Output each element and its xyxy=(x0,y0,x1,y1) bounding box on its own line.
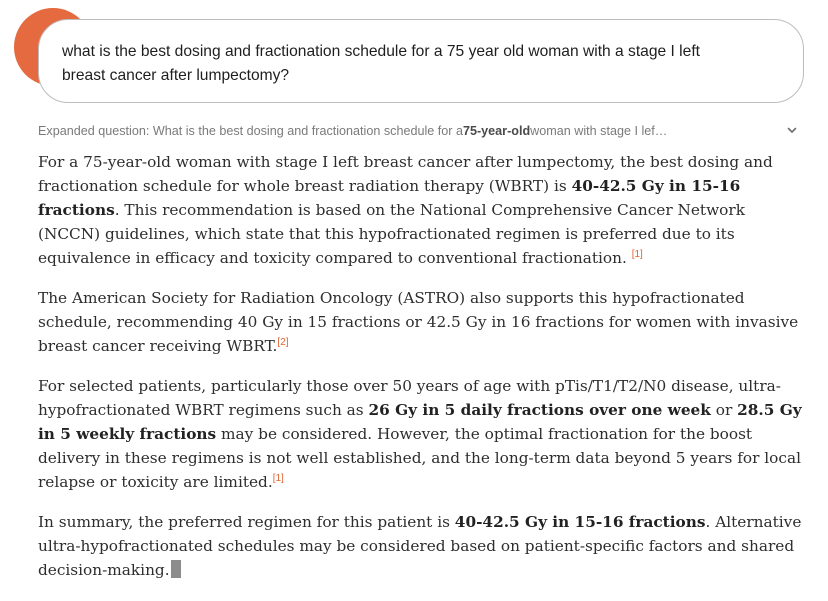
answer-text: or xyxy=(710,401,738,419)
answer-text: . Alternative ultra-hypofractionated schedules may be considered based on patient-specific factors and shared decision-making. xyxy=(38,513,802,579)
answer-bold-regimen: 40-42.5 Gy in 15-16 fractions xyxy=(38,177,741,219)
answer-paragraph-2 xyxy=(38,286,808,358)
question-line-1: what is the best dosing and fractionation schedule for a 75 year old woman with a stage I left xyxy=(62,43,700,60)
answer-bold-regimen: 40-42.5 Gy in 15-16 fractions xyxy=(454,513,706,531)
answer-text: For a 75-year-old woman with stage I left breast cancer after lumpectomy, the best dosing and fractionation schedule for whole breast radiation therapy (WBRT) is xyxy=(38,153,773,195)
expanded-question-prefix: Expanded question: What is the best dosing and fractionation schedule for a xyxy=(38,124,463,138)
question-line-2: breast cancer after lumpectomy? xyxy=(62,67,290,84)
answer-body xyxy=(38,150,808,598)
answer-bold-regimen: 28.5 Gy in 5 weekly fractions xyxy=(38,401,802,443)
citation-link[interactable]: [1] xyxy=(272,473,284,484)
question-bubble xyxy=(38,19,804,103)
answer-text: The American Society for Radiation Oncology (ASTRO) also supports this hypofractionated schedule, recommending 40 Gy in 15 fractions or 42.5 Gy in 16 fractions for women with invasive breast cancer receiving WBRT. xyxy=(38,289,799,355)
answer-text: In summary, the preferred regimen for this patient is xyxy=(38,513,455,531)
answer-bold-regimen: 26 Gy in 5 daily fractions over one week xyxy=(368,401,711,419)
answer-paragraph-3 xyxy=(38,374,808,494)
citation-link[interactable]: [1] xyxy=(631,249,643,260)
expanded-question-suffix: woman with stage I lef… xyxy=(530,124,668,138)
answer-text: For selected patients, particularly those over 50 years of age with pTis/T1/T2/N0 disease, ultra-hypofractionated WBRT regimens such as xyxy=(38,377,781,419)
answer-paragraph-1 xyxy=(38,150,808,270)
answer-paragraph-4 xyxy=(38,510,808,582)
expanded-question-bold: 75-year-old xyxy=(462,124,531,138)
expanded-question-toggle[interactable] xyxy=(38,122,804,140)
answer-text: . This recommendation is based on the National Comprehensive Cancer Network (NCCN) guidelines, which state that this hypofractionated regimen is preferred due to its equivalence in efficacy and toxicity compared to conventional fractionation. xyxy=(38,201,745,267)
citation-link[interactable]: [2] xyxy=(277,337,289,348)
typing-cursor xyxy=(171,560,181,578)
answer-text: may be considered. However, the optimal fractionation for the boost delivery in these regimens is not well established, and the long-term data beyond 5 years for local relapse or toxicity are limited. xyxy=(38,425,801,491)
question-text xyxy=(62,40,779,88)
chevron-down-icon[interactable] xyxy=(785,123,799,137)
